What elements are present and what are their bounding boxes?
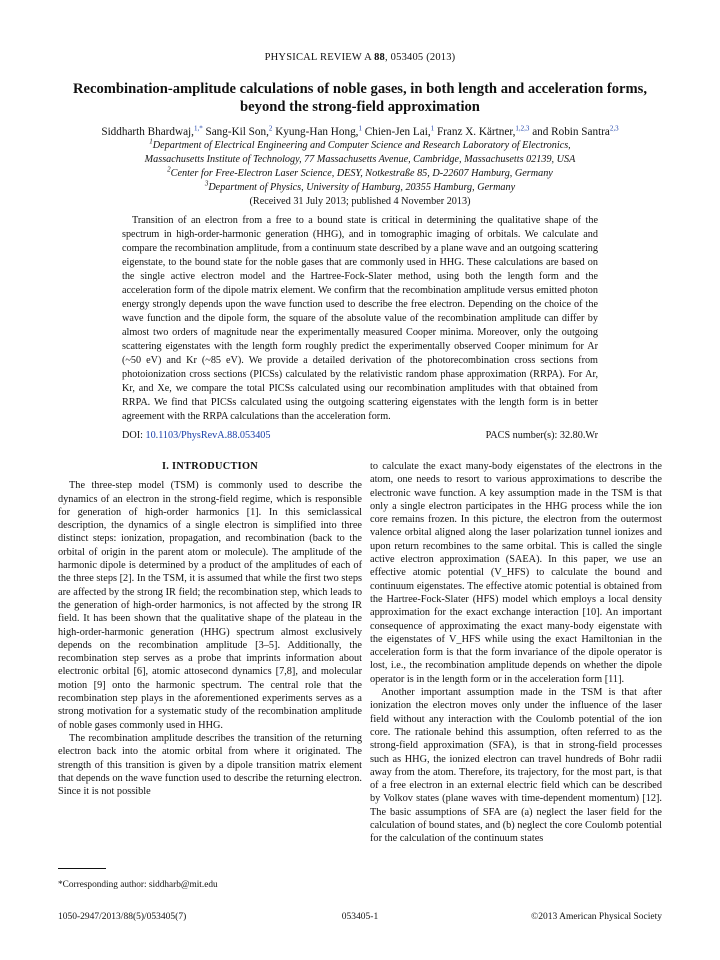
author-affil-link[interactable]: 1 [430,124,435,133]
pacs-numbers: PACS number(s): 32.80.Wr [485,430,598,441]
author: Kyung-Han Hong, [272,126,359,138]
author: Franz X. Kärtner, [434,126,516,138]
journal-citation: , 053405 (2013) [385,52,456,63]
author-affil-link[interactable]: 1,* [193,124,203,133]
affiliation-1: $^1$Department of Electrical Engineering and Computer Science and Research Laboratory of Electronics, [149,137,571,151]
author-affil-link[interactable]: 1 [358,124,362,133]
journal-volume: 88 [374,52,386,63]
author-affil-link[interactable]: 1,2,3 [515,124,530,133]
right-column [370,460,662,846]
author-list [30,125,690,139]
author-affil-link[interactable]: 2,3 [609,124,619,133]
title-line-2: beyond the strong-field approximation [240,99,480,115]
author: Siddharth Bhardwaj, [101,126,194,138]
affiliation-2: $^2$Center for Free-Electron Laser Science, DESY, Notkestraße 85, D-22607 Hamburg, Germany [167,165,553,179]
intro-paragraph-2-cont: to calculate the exact many-body eigenstates of the electrons in the atom, one needs to resort to various approximations to describe the electronic wave function. A key assumption made in the TSM is that only a single electron participates in the HHG process while the ion core remains frozen. In this picture, the electron from the outermost valence orbital aligned along the laser polarization tunnel ionizes and upon return recombines to the same orbital. This is called the single active electron approximation (SAEA). In this paper, we use an effective atomic potential (V_HFS) to calculate the bound and continuum eigenstates. The effective atomic potential is obtained from the Hartree-Fock-Slater (HFS) model which employs a local density approximation for the exact exchange interaction [10]. An important consequence of approximating the exact many-body eigenstate with the eigenstates of V_HFS while using the exact Hamiltonian in the acceleration form is that the form invariance of the dipole operator is lost, i.e., the recombination amplitude depends on whether the dipole operator is in the length form or in the acceleration form [11]. [370,461,662,685]
footer-page-number: 053405-1 [341,912,379,922]
affiliation-1-cont: Massachusetts Institute of Technology, 77 Massachusetts Avenue, Cambridge, Massachusetts 02139, USA [144,154,576,165]
paper-title [60,80,660,116]
abstract: Transition of an electron from a free to a bound state is critical in determining the qualitative shape of the spectrum in high-order-harmonic generation (HHG), and in tomographic imaging of orbitals. We calculate and compare the recombination amplitude, from a continuum state described by a plane wave and an outgoing scattering eigenstate, to the bound state for the noble gases that are commonly used in HHG. These calculations are based on the single active electron model and the Hartree-Fock-Slater method, using both the length form and the acceleration form of the dipole matrix element. We confirm that the recombination amplitude versus emitted photon energy strongly depends upon the wave function used to describe the free electron. Depending on the choice of the wave function and the dipole form, the square of the absolute value of the recombination amplitude can differ by almost two orders of magnitude near the experimentally measured Cooper minima. Moreover, only the outgoing scattering eigenstates with the length form roughly predict the experimentally observed Cooper minimum for Ar (~50 eV) and Kr (~85 eV). We provide a detailed derivation of the photorecombination cross sections from photoionization cross sections (PICSs) calculated by the relativistic random phase approximation (RRPA). For Ar, Kr, and Xe, we compare the total PICSs calculated using our recombination amplitudes with that obtained from RRPA. We find that PICSs calculated using the outgoing scattering eigenstates with the length form is in better agreement with the RRPA calculations than the acceleration form. [122,215,598,422]
footnote-rule [58,868,106,869]
doi-link[interactable]: 10.1103/PhysRevA.88.053405 [145,430,271,441]
journal-header [0,52,720,63]
intro-paragraph-1: The three-step model (TSM) is commonly used to describe the dynamics of an electron in the strong-field regime, which is responsible for generation of high-order harmonics [1]. In this semiclassical description, the dynamics of a single electron is simplified into three distinct steps: ionization, propagation, and recombination (back to the orbital of origin in the parent atom or molecule). The amplitude of the harmonic dipole is determined by a product of the amplitudes of each of the three steps [2]. In the TSM, it is assumed that while the first two steps are affected by the strong IR field; the recombination step, which leads to the generation of high-order harmonics, is not affected by the strong IR field. It has been shown that the qualitative shape of the plateau in the high-order-harmonic generation (HHG) spectrum almost exclusively depends on the recombination amplitude [3–5]. Additionally, the recombination step serves as a probe that imprints information about electronic orbital [6], atomic attosecond dynamics [7,8], and molecular motion [9] onto the harmonic spectrum. The central role that the recombination step plays in the aforementioned experiments serves as a strong motivation for a systematic study of the recombination amplitude of noble gases commonly used in HHG. [58,480,362,731]
affiliation-3: $^3$Department of Physics, University of Hamburg, 20355 Hamburg, Germany [204,179,516,193]
author: Chien-Jen Lai, [361,126,431,138]
author: Sang-Kil Son, [202,126,269,138]
title-line-1: Recombination-amplitude calculations of noble gases, in both length and acceleration forms, [72,81,648,97]
journal-name: PHYSICAL REVIEW A [264,52,372,63]
intro-paragraph-3: Another important assumption made in the TSM is that after ionization the electron moves only under the influence of the laser field without any interaction with the Coulomb potential of the ion core. The rationale behind this assumption, often referred to as the strong-field approximation (SFA), is that in strong-field processes such as HHG, the ionized electron can travel hundreds of Bohr radii away from the atom. Therefore, its trajectory, for the most part, is that of a free electron in an external electric field which can be described by Volkov states (plane waves with time-dependent momentum) [12]. The basic assumptions of SFA are (a) neglect the laser field for the calculation of bound states, and (b) neglect the core Coulomb potential for the calculation of the continuum states [370,687,662,845]
doi-label: DOI: [122,430,146,441]
footnote: *Corresponding author: siddharb@mit.edu [58,880,218,890]
author-affil-link[interactable]: 2 [268,124,273,133]
author: and Robin Santra [529,126,610,138]
doi [122,430,270,441]
affiliations [40,139,680,209]
intro-paragraph-2: The recombination amplitude describes the transition of the returning electron back into the atomic orbital from where it originated. The strength of this transition is given by a dipole transition matrix element that depends on the wave function used to describe the returning electron. Since it is not possible [58,732,362,798]
left-column [58,460,362,798]
received-date: (Received 31 July 2013; published 4 November 2013) [249,196,471,207]
section-heading: I. INTRODUCTION [161,461,259,472]
footer-copyright: ©2013 American Physical Society [531,912,662,922]
footer-issn: 1050-2947/2013/88(5)/053405(7) [58,912,187,922]
